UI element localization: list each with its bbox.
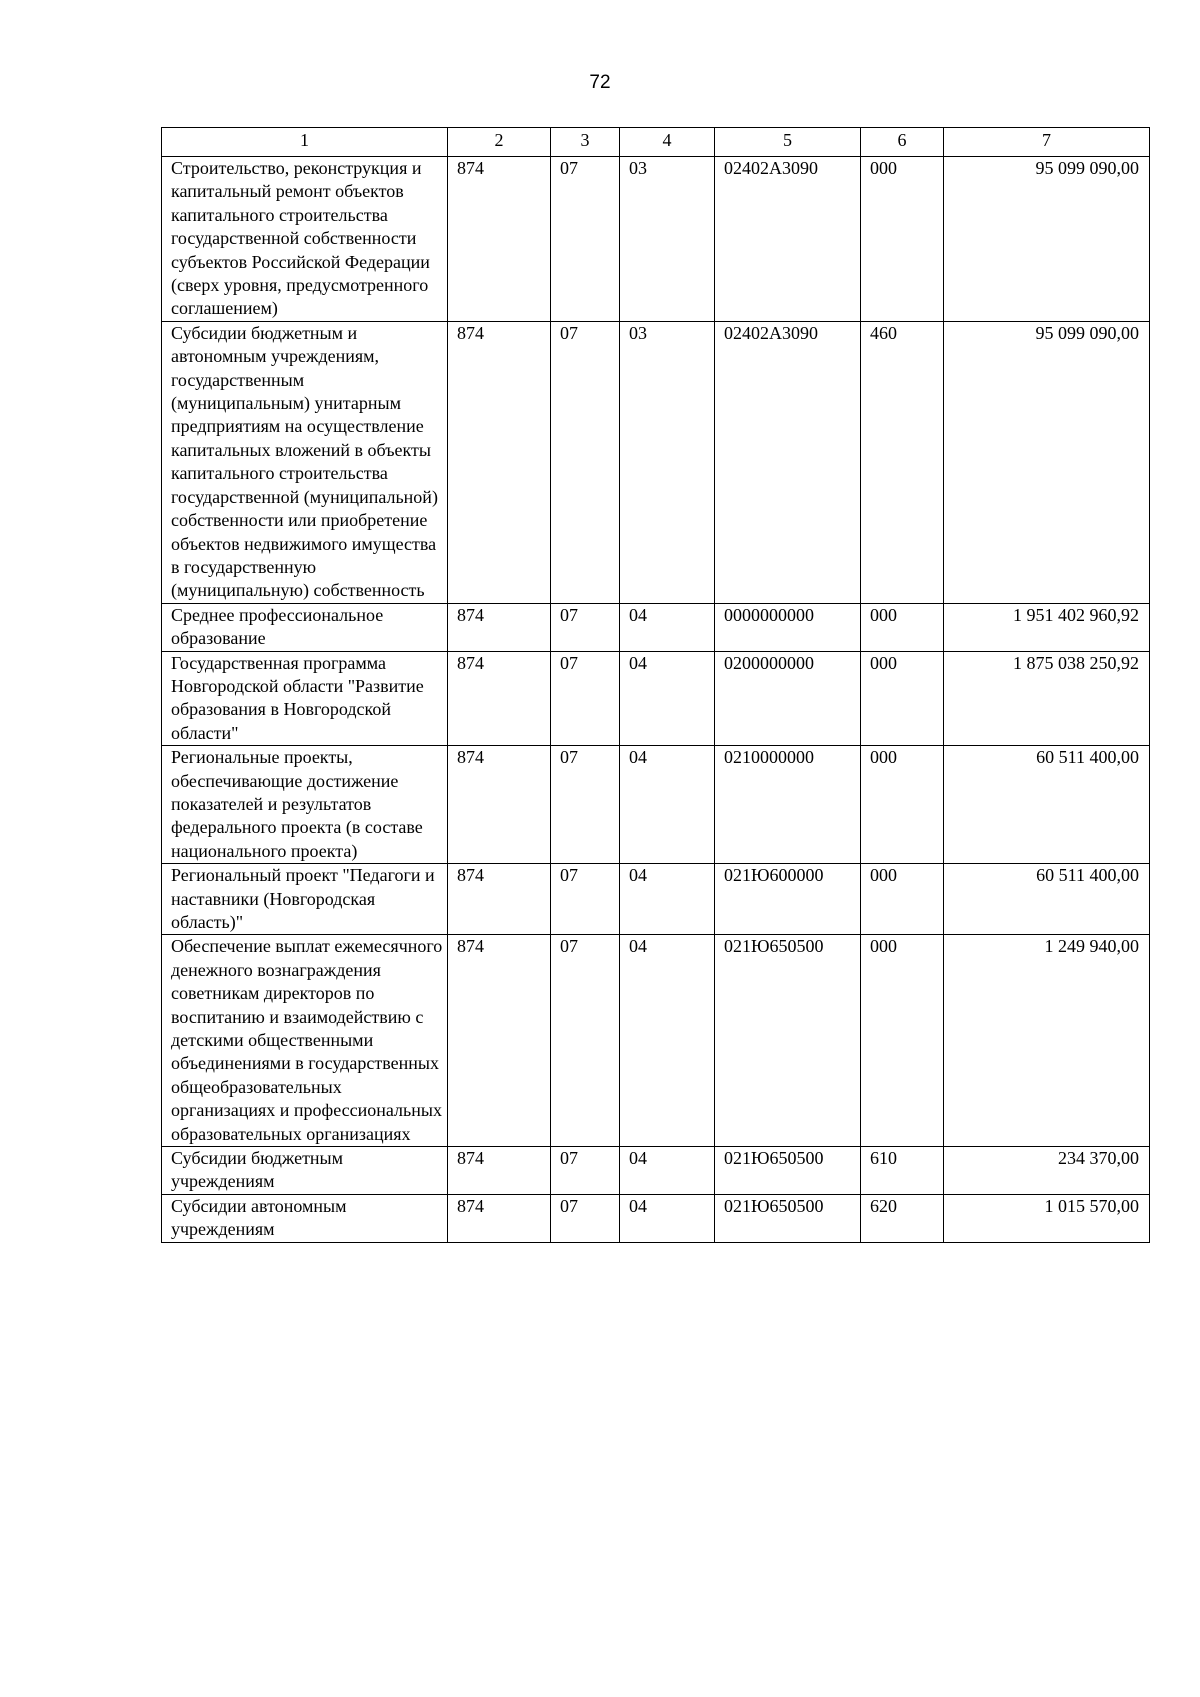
row-amount: 60 511 400,00 [944, 864, 1150, 935]
row-vr: 610 [861, 1147, 944, 1195]
header-cell-4: 4 [620, 128, 715, 157]
row-pr: 03 [620, 157, 715, 322]
row-vr: 620 [861, 1194, 944, 1242]
row-csr: 0000000000 [715, 603, 861, 651]
row-csr: 02402A3090 [715, 321, 861, 603]
row-ved: 874 [448, 864, 551, 935]
row-vr: 000 [861, 603, 944, 651]
row-ved: 874 [448, 321, 551, 603]
budget-table [161, 127, 1150, 1243]
row-pr: 04 [620, 1194, 715, 1242]
row-rz: 07 [551, 651, 620, 746]
header-cell-6: 6 [861, 128, 944, 157]
row-pr: 04 [620, 935, 715, 1147]
table-row [162, 864, 1150, 935]
row-rz: 07 [551, 157, 620, 322]
row-csr: 02402A3090 [715, 157, 861, 322]
header-cell-7: 7 [944, 128, 1150, 157]
row-pr: 04 [620, 1147, 715, 1195]
page-number: 72 [589, 72, 611, 93]
row-vr: 460 [861, 321, 944, 603]
row-name: Государственная программа Новгородской области "Развитие образования в Новгородской области" [162, 651, 448, 746]
row-pr: 04 [620, 746, 715, 864]
row-ved: 874 [448, 746, 551, 864]
row-rz: 07 [551, 864, 620, 935]
row-csr: 021Ю650500 [715, 1147, 861, 1195]
row-name: Региональные проекты, обеспечивающие достижение показателей и результатов федерального проекта (в составе национального проекта) [162, 746, 448, 864]
row-rz: 07 [551, 1147, 620, 1195]
row-rz: 07 [551, 1194, 620, 1242]
row-csr: 021Ю650500 [715, 935, 861, 1147]
row-rz: 07 [551, 603, 620, 651]
row-amount: 60 511 400,00 [944, 746, 1150, 864]
row-name: Обеспечение выплат ежемесячного денежного вознаграждения советникам директоров по воспитанию и взаимодействию с детскими общественными объединениями в государственных общеобразовательных организациях и профессиональных образовательных организациях [162, 935, 448, 1147]
row-ved: 874 [448, 1194, 551, 1242]
row-name: Субсидии бюджетным учреждениям [162, 1147, 448, 1195]
row-pr: 04 [620, 603, 715, 651]
table-row [162, 157, 1150, 322]
row-vr: 000 [861, 935, 944, 1147]
row-amount: 1 015 570,00 [944, 1194, 1150, 1242]
row-amount: 234 370,00 [944, 1147, 1150, 1195]
row-amount: 1 951 402 960,92 [944, 603, 1150, 651]
row-amount: 1 875 038 250,92 [944, 651, 1150, 746]
header-cell-3: 3 [551, 128, 620, 157]
table-row [162, 321, 1150, 603]
row-ved: 874 [448, 1147, 551, 1195]
table-row [162, 1194, 1150, 1242]
row-name: Строительство, реконструкция и капитальный ремонт объектов капитального строительства государственной собственности субъектов Российской Федерации (сверх уровня, предусмотренного соглашением) [162, 157, 448, 322]
row-vr: 000 [861, 746, 944, 864]
row-pr: 04 [620, 864, 715, 935]
row-vr: 000 [861, 157, 944, 322]
table-row [162, 651, 1150, 746]
row-pr: 04 [620, 651, 715, 746]
table-row [162, 603, 1150, 651]
row-ved: 874 [448, 157, 551, 322]
row-csr: 0200000000 [715, 651, 861, 746]
row-csr: 021Ю650500 [715, 1194, 861, 1242]
header-cell-2: 2 [448, 128, 551, 157]
row-amount: 1 249 940,00 [944, 935, 1150, 1147]
row-pr: 03 [620, 321, 715, 603]
row-vr: 000 [861, 864, 944, 935]
table-row [162, 746, 1150, 864]
row-amount: 95 099 090,00 [944, 157, 1150, 322]
row-ved: 874 [448, 651, 551, 746]
table-row [162, 1147, 1150, 1195]
row-name: Субсидии бюджетным и автономным учреждениям, государственным (муниципальным) унитарным предприятиям на осуществление капитальных вложений в объекты капитального строительства государственной (муниципальной) собственности или приобретение объектов недвижимого имущества в государственную (муниципальную) собственность [162, 321, 448, 603]
row-amount: 95 099 090,00 [944, 321, 1150, 603]
row-name: Среднее профессиональное образование [162, 603, 448, 651]
table-row [162, 935, 1150, 1147]
header-row [162, 128, 1150, 157]
row-csr: 0210000000 [715, 746, 861, 864]
row-rz: 07 [551, 935, 620, 1147]
row-rz: 07 [551, 746, 620, 864]
row-csr: 021Ю600000 [715, 864, 861, 935]
row-ved: 874 [448, 935, 551, 1147]
row-name: Субсидии автономным учреждениям [162, 1194, 448, 1242]
row-vr: 000 [861, 651, 944, 746]
row-ved: 874 [448, 603, 551, 651]
row-rz: 07 [551, 321, 620, 603]
row-name: Региональный проект "Педагоги и наставники (Новгородская область)" [162, 864, 448, 935]
header-cell-1: 1 [162, 128, 448, 157]
header-cell-5: 5 [715, 128, 861, 157]
